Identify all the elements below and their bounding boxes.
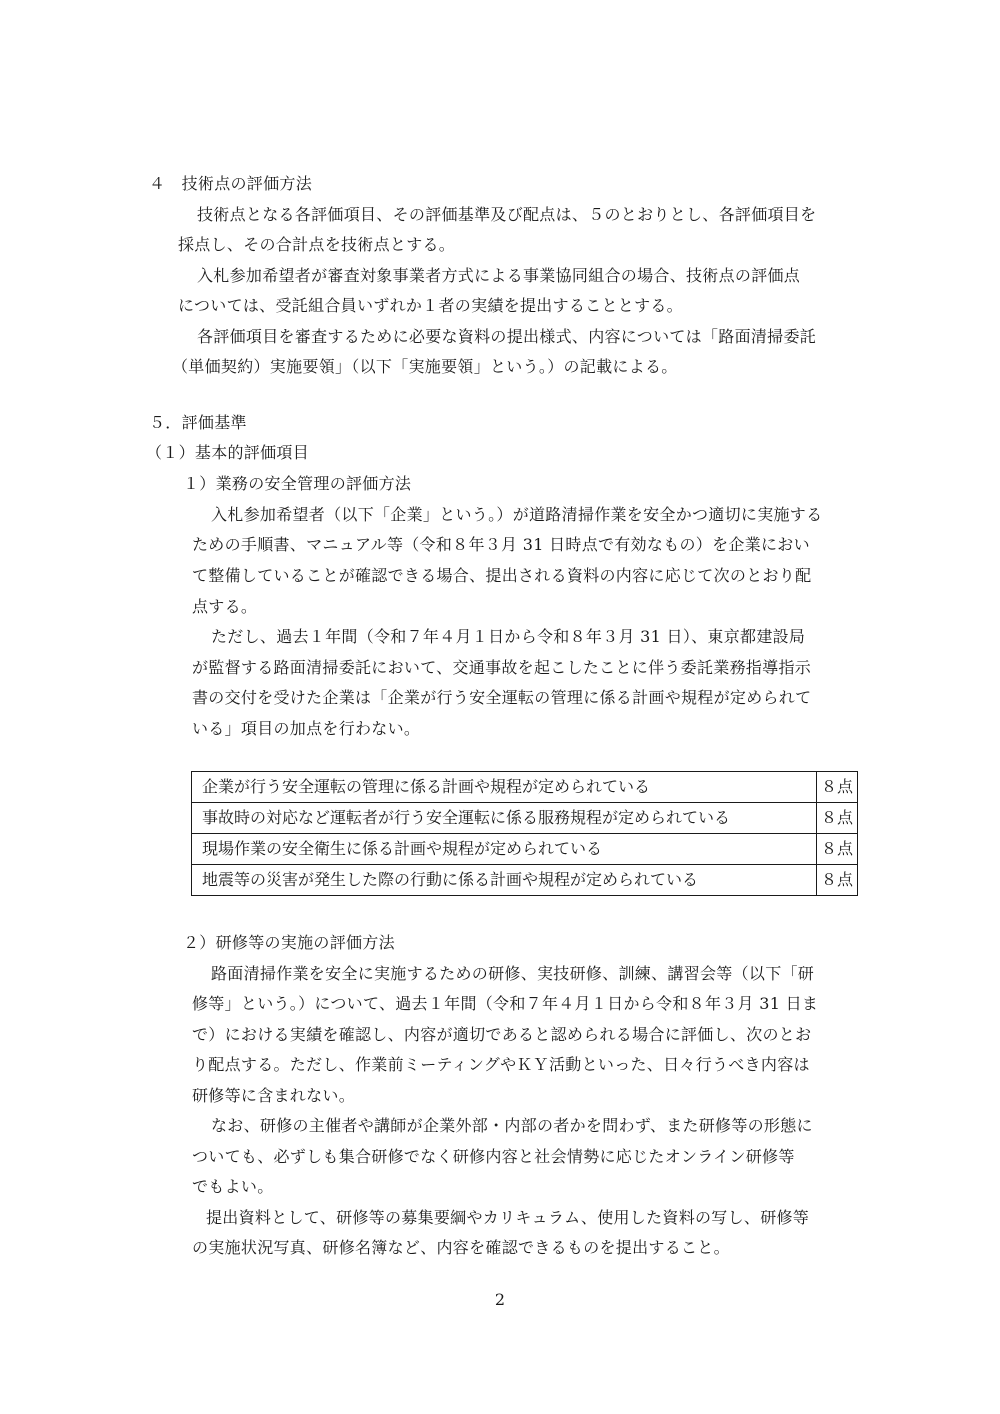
item2-line: 研修等に含まれない。 [192, 1086, 356, 1105]
table-cell-points: ８点 [817, 834, 858, 865]
item1-line: が監督する路面清掃委託において、交通事故を起こしたことに伴う委託業務指導指示 [192, 658, 812, 677]
item2-line: なお、研修の主催者や講師が企業外部・内部の者かを問わず、また研修等の形態に [211, 1116, 813, 1135]
table-cell-points: ８点 [817, 803, 858, 834]
item1-line: いる」項目の加点を行わない。 [192, 719, 421, 738]
section5-heading: ５．評価基準 [149, 413, 247, 432]
table-cell-item: 事故時の対応など運転者が行う安全運転に係る服務規程が定められている [192, 803, 817, 834]
item1-line: 点する。 [192, 597, 258, 616]
table-cell-item: 現場作業の安全衛生に係る計画や規程が定められている [192, 834, 817, 865]
section4-paragraph1-line1: 技術点となる各評価項目、その評価基準及び配点は、５のとおりとし、各評価項目を [197, 205, 817, 224]
item2-line: の実施状況写真、研修名簿など、内容を確認できるものを提出すること。 [192, 1238, 730, 1257]
section4-paragraph2-line1: 入札参加希望者が審査対象事業者方式による事業協同組合の場合、技術点の評価点 [197, 266, 801, 285]
item2-line: ついても、必ずしも集合研修でなく研修内容と社会情勢に応じたオンライン研修等 [192, 1147, 795, 1166]
item2-line: 路面清掃作業を安全に実施するための研修、実技研修、訓練、講習会等（以下「研 [211, 964, 815, 983]
table-cell-points: ８点 [817, 865, 858, 896]
item2-line: でもよい。 [192, 1177, 274, 1196]
table-row [192, 865, 858, 896]
item2-line: で）における実績を確認し、内容が適切であると認められる場合に評価し、次のとお [192, 1025, 812, 1044]
safety-scoring-table [191, 771, 858, 896]
item1-line: て整備していることが確認できる場合、提出される資料の内容に応じて次のとおり配 [192, 566, 812, 585]
item1-line: ただし、過去１年間（令和７年４月１日から令和８年３月 31 日）、東京都建設局 [211, 627, 806, 646]
section4-heading: ４ 技術点の評価方法 [149, 174, 313, 193]
table-cell-item: 企業が行う安全運転の管理に係る計画や規程が定められている [192, 772, 817, 803]
item2-heading: ２）研修等の実施の評価方法 [183, 933, 395, 952]
page-number: 2 [494, 1290, 506, 1309]
table-row [192, 772, 858, 803]
section4-paragraph1-line2: 採点し、その合計点を技術点とする。 [178, 235, 456, 254]
item1-line: ための手順書、マニュアル等（令和８年３月 31 日時点で有効なもの）を企業におい [192, 535, 810, 554]
item2-line: 修等」という。）について、過去１年間（令和７年４月１日から令和８年３月 31 日ま [192, 994, 819, 1013]
item1-line: 入札参加希望者（以下「企業」という。）が道路清掃作業を安全かつ適切に実施する [211, 505, 823, 524]
section5-sub1-heading: （１）基本的評価項目 [146, 443, 310, 462]
item1-heading: １）業務の安全管理の評価方法 [183, 474, 412, 493]
section4-paragraph2-line2: については、受託組合員いずれか１者の実績を提出することとする。 [178, 296, 683, 315]
item1-line: 書の交付を受けた企業は「企業が行う安全運転の管理に係る計画や規程が定められて [192, 688, 812, 707]
section4-paragraph3-line2: （単価契約）実施要領」（以下「実施要領」という。）の記載による。 [172, 357, 678, 376]
table-cell-points: ８点 [817, 772, 858, 803]
table-row [192, 803, 858, 834]
item2-line: 提出資料として、研修等の募集要綱やカリキュラム、使用した資料の写し、研修等 [206, 1208, 810, 1227]
table-row [192, 834, 858, 865]
table-cell-item: 地震等の災害が発生した際の行動に係る計画や規程が定められている [192, 865, 817, 896]
section4-paragraph3-line1: 各評価項目を審査するために必要な資料の提出様式、内容については「路面清掃委託 [197, 327, 817, 346]
item2-line: り配点する。ただし、作業前ミーティングやＫＹ活動といった、日々行うべき内容は [192, 1055, 810, 1074]
